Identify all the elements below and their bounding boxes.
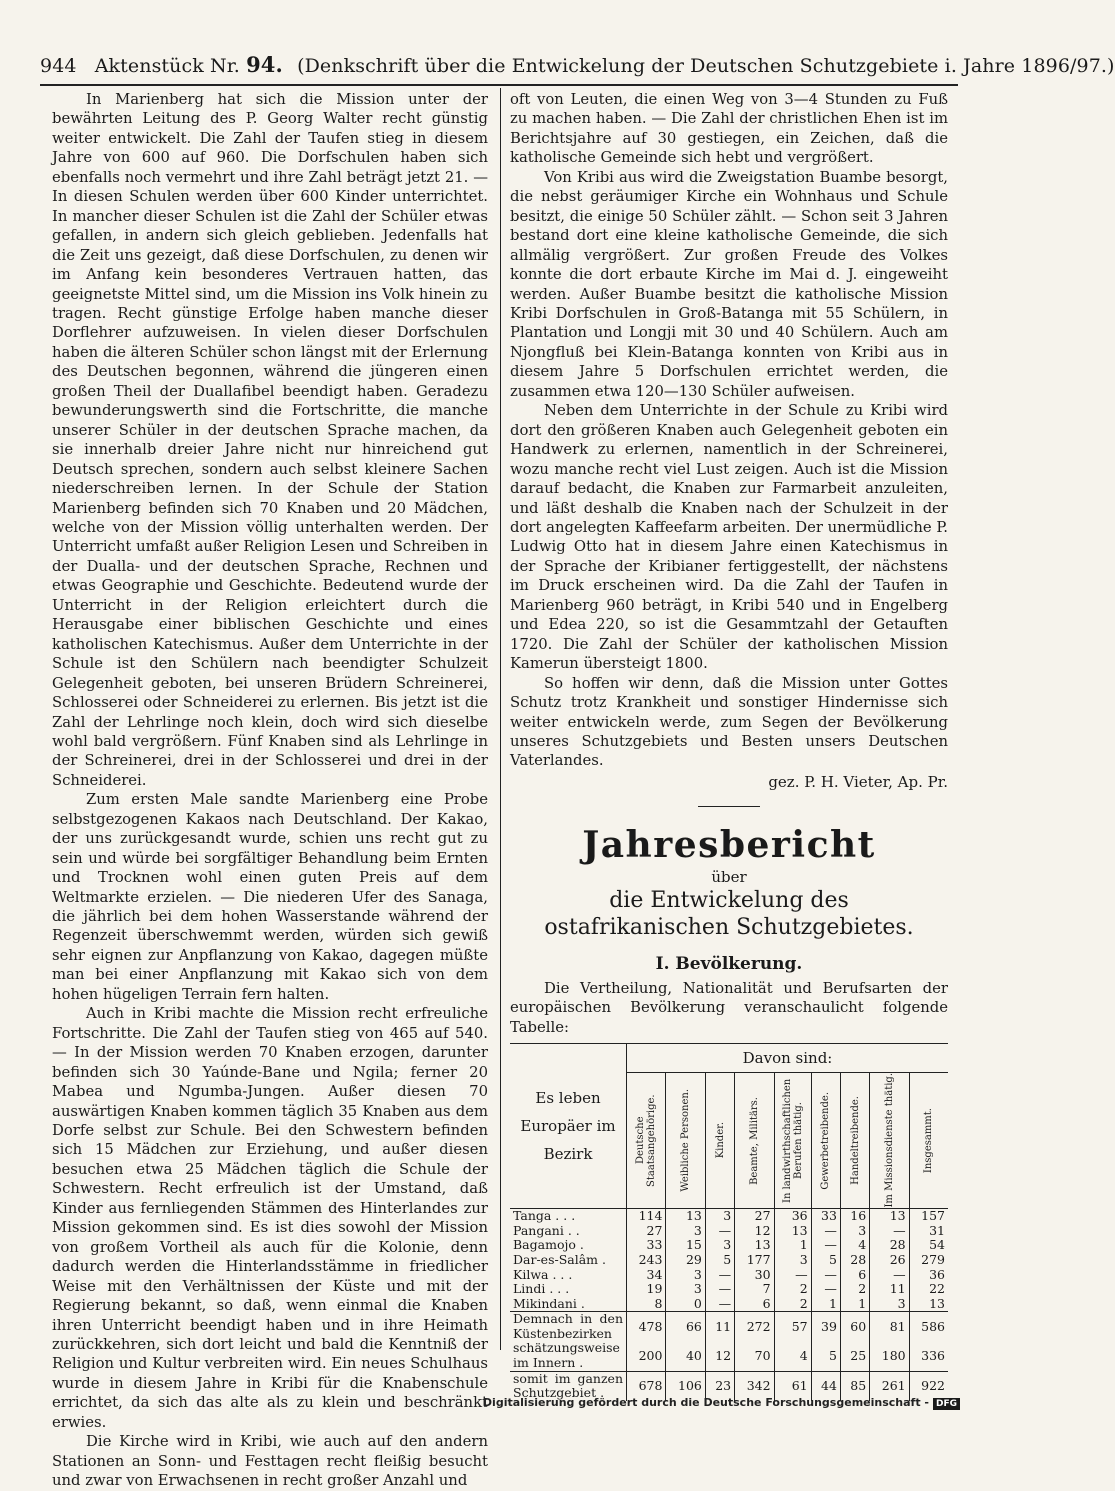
- table-cell: 3: [705, 1209, 734, 1224]
- paragraph-closing: So hoffen wir denn, daß die Mission unter Gottes Schutz trotz Krankheit und sonstiger Hindernisse sich weiter entwickeln werde, zum Segen der Bevölkerung unseres Schutzgebiets und Besten unsers Deutschen Vaterlandes.: [510, 674, 948, 770]
- table-cell: —: [811, 1238, 840, 1253]
- table-column-label: Kinder.: [714, 1122, 726, 1159]
- table-row-header: [510, 1044, 627, 1209]
- table-cell: 30: [735, 1268, 774, 1283]
- signature: gez. P. H. Vieter, Ap. Pr.: [768, 772, 948, 791]
- table-cell: 1: [840, 1297, 869, 1312]
- table-cell: 34: [627, 1268, 666, 1283]
- table-row: [510, 1268, 948, 1283]
- population-table: [510, 1043, 948, 1401]
- table-cell: 336: [909, 1341, 948, 1371]
- summary-row-label: schätzungsweise im Innern .: [513, 1340, 620, 1371]
- column-divider: [500, 88, 501, 1350]
- footer-text: Digitalisierung gefördert durch die Deutsche Forschungsgemeinschaft -: [482, 1396, 929, 1409]
- table-cell: 279: [909, 1253, 948, 1268]
- table-column-header: [735, 1073, 774, 1209]
- document-reference: [94, 52, 283, 77]
- table-column-header: [666, 1073, 705, 1209]
- table-cell: 1: [811, 1297, 840, 1312]
- table-row-header-text: Es leben Europäer im Bezirk: [520, 1089, 616, 1164]
- table-cell: 4: [840, 1238, 869, 1253]
- page-number: 944: [40, 55, 77, 77]
- district-name: Kilwa . . .: [513, 1266, 573, 1282]
- section-heading: I. Bevölkerung.: [655, 954, 803, 975]
- district-name: Lindi . . .: [513, 1281, 570, 1297]
- table-cell: 4: [774, 1341, 811, 1371]
- table-cell: 3: [705, 1238, 734, 1253]
- table-cell: 11: [870, 1282, 909, 1297]
- left-column: [52, 90, 488, 1491]
- paragraph-kakao: Zum ersten Male sandte Marienberg eine Probe selbstgezogenen Kakaos nach Deutschland. Der Kakao, der uns zurückgesandt wurde, schien uns recht gut zu sein und würde bei sorgfältiger Behandlung beim Ernten und Trocknen wohl einen guten Preis auf dem Weltmarkte erzielen. — Die niederen Ufer des Sanaga, die jährlich bei dem hohen Wasserstande während der Regenzeit überschwemmt werden, würden sich gewiß sehr eignen zur Anpflanzung von Kakao, dagegen müßte man bei einer Anpflanzung mit Kakao sich von dem hohen hügeligen Terrain fern halten.: [52, 791, 488, 1003]
- district-name: Pangani . .: [513, 1222, 580, 1238]
- table-column-header: [909, 1073, 948, 1209]
- table-cell: —: [811, 1282, 840, 1297]
- table-cell: 200: [627, 1341, 666, 1371]
- table-cell: —: [811, 1224, 840, 1239]
- report-ueber: über: [711, 868, 747, 887]
- table-cell: 1: [774, 1238, 811, 1253]
- table-cell: 57: [774, 1312, 811, 1342]
- table-cell: 13: [735, 1238, 774, 1253]
- table-cell: 70: [735, 1341, 774, 1371]
- table-column-label: Handeltreibende.: [849, 1096, 861, 1186]
- summary-row-label: Demnach in den Küstenbezirken: [510, 1312, 627, 1342]
- paragraph-continuation: oft von Leuten, die einen Weg von 3—4 Stunden zu Fuß zu machen haben. — Die Zahl der christlichen Ehen ist im Berichtsjahre auf 30 gestiegen, ein Zeichen, daß die katholische Gemeinde sich hebt und vergrößert.: [510, 91, 948, 167]
- paragraph-kirche: Die Kirche wird in Kribi, wie auch auf den andern Stationen an Sonn- und Festtagen recht fleißig besucht und zwar von Erwachsenen in recht großer Anzahl und: [52, 1433, 488, 1490]
- table-row: [510, 1238, 948, 1253]
- table-cell: 5: [811, 1253, 840, 1268]
- table-cell: 33: [627, 1238, 666, 1253]
- district-name: Bagamojo .: [513, 1237, 584, 1253]
- table-cell: 2: [840, 1282, 869, 1297]
- right-column: [510, 90, 948, 1401]
- table-cell: 28: [840, 1253, 869, 1268]
- table-cell: 114: [627, 1209, 666, 1224]
- table-column-label: Im Missionsdienste thätig.: [883, 1073, 895, 1208]
- table-cell: 23: [705, 1371, 734, 1401]
- table-column-header: [627, 1073, 666, 1209]
- table-cell: 25: [840, 1341, 869, 1371]
- table-cell: 11: [705, 1312, 734, 1342]
- table-cell: 0: [666, 1297, 705, 1312]
- table-cell: 261: [870, 1371, 909, 1401]
- table-cell: 36: [909, 1268, 948, 1283]
- table-cell: 60: [840, 1312, 869, 1342]
- table-cell: 13: [870, 1209, 909, 1224]
- table-cell: 2: [774, 1282, 811, 1297]
- paragraph-marienberg: In Marienberg hat sich die Mission unter der bewährten Leitung des P. Georg Walter recht günstig weiter entwickelt. Die Zahl der Taufen stieg in diesem Jahre von 600 auf 960. Die Dorfschulen haben sich ebenfalls noch vermehrt und ihre Zahl beträgt jetzt 21. — In diesen Schulen werden über 600 Kinder unterrichtet. In mancher dieser Schulen ist die Zahl der Schüler etwas gefallen, in andern sich gleich geblieben. Jedenfalls hat die Zeit uns gezeigt, daß diese Dorfschulen, zu denen wir im Anfang kein besonderes Vertrauen hatten, das geeignetste Mittel sind, um die Mission ins Volk hinein zu tragen. Recht günstige Erfolge haben manche dieser Dorflehrer aufzuweisen. In vielen dieser Dorfschulen haben die älteren Schüler schon längst mit der Erlernung des Deutschen begonnen, während die jüngeren einen großen Theil der Duallafibel beendigt haben. Geradezu bewunderungswerth sind die Fortschritte, die manche unserer Schüler in der deutschen Sprache machen, da sie innerhalb dreier Jahre nicht nur hinreichend gut Deutsch sprechen, sondern auch selbst kleinere Sachen niederschreiben lernen. In der Schule der Station Marienberg befinden sich 70 Knaben und 20 Mädchen, welche von der Mission völlig unterhalten werden. Der Unterricht umfaßt außer Religion Lesen und Schreiben in der Dualla- und der deutschen Sprache, Rechnen und etwas Geographie und Geschichte. Bedeutend wurde der Unterricht in der Religion erleichtert durch die Herausgabe einer biblischen Geschichte und eines katholischen Katechismus. Außer dem Unterrichte in der Schule ist den Schülern nach beendigter Schulzeit Gelegenheit geboten, bei unseren Brüdern Schreinerei, Schlosserei oder Schneiderei zu erlernen. Bis jetzt ist die Zahl der Lehrlinge noch klein, doch wird sich dieselbe wohl bald vergrößern. Fünf Knaben sind als Lehrlinge in der Schreinerei, drei in der Schlosserei und drei in der Schneiderei.: [52, 91, 488, 789]
- section-intro: Die Vertheilung, Nationalität und Berufsarten der europäischen Bevölkerung veranschaulicht folgende Tabelle:: [510, 979, 948, 1036]
- table-column-header: [870, 1073, 909, 1209]
- table-cell: 31: [909, 1224, 948, 1239]
- table-column-header: [774, 1073, 811, 1209]
- header-rule: [40, 84, 958, 86]
- table-cell: 2: [774, 1297, 811, 1312]
- table-cell: 15: [666, 1238, 705, 1253]
- table-cell: 44: [811, 1371, 840, 1401]
- table-cell: 66: [666, 1312, 705, 1342]
- table-cell: 157: [909, 1209, 948, 1224]
- table-column-header: [840, 1073, 869, 1209]
- footer: [483, 1396, 960, 1410]
- table-cell: 36: [774, 1209, 811, 1224]
- table-cell: 3: [666, 1224, 705, 1239]
- report-subtitle: die Entwickelung des ostafrikanischen Schutzgebietes.: [544, 888, 914, 941]
- table-cell: 27: [735, 1209, 774, 1224]
- table-cell: 3: [840, 1224, 869, 1239]
- paragraph-kribi: Auch in Kribi machte die Mission recht erfreuliche Fortschritte. Die Zahl der Taufen stieg von 465 auf 540. — In der Mission werden 70 Knaben erzogen, darunter befinden sich 30 Yaúnde-Bane und Ngila; ferner 20 Mabea und Ngumba-Jungen. Außer diesen 70 auswärtigen Knaben kommen täglich 35 Knaben aus dem Dorfe selbst zur Schule. Bei den Schwestern befinden sich 15 Mädchen zur Erziehung, und außer diesen besuchen etwa 25 Mädchen täglich die Schule der Schwestern. Recht erfreulich ist der Umstand, daß Kinder aus fernliegenden Stämmen des Hinterlandes zur Mission gekommen sind. Es ist dies sowohl der Mission von großem Vortheil als auch für die Kolonie, denn dadurch werden die Hinterlandsstämme in friedlicher Weise mit den Verhältnissen der Küste und mit der Regierung bekannt, so daß, wenn einmal die Knaben ihren Unterricht beendigt haben und in ihre Heimath zurückkehren, sich dort leicht und bald die Kenntniß der Religion und Kultur verbreiten wird. Ein neues Schulhaus wurde in diesem Jahre in Kribi für die Knabenschule errichtet, da sich das alte als zu klein und beschränkt erwies.: [52, 1005, 488, 1431]
- table-cell: 29: [666, 1253, 705, 1268]
- document-number: 94.: [246, 52, 283, 77]
- table-column-label: In landwirthschaftlichen Berufen thätig.: [781, 1078, 804, 1203]
- table-cell: 7: [735, 1282, 774, 1297]
- table-cell: —: [705, 1282, 734, 1297]
- table-cell: 3: [666, 1268, 705, 1283]
- table-cell: 8: [627, 1297, 666, 1312]
- table-cell: 54: [909, 1238, 948, 1253]
- table-row: [510, 1224, 948, 1239]
- table-row: [510, 1253, 948, 1268]
- table-cell: —: [705, 1224, 734, 1239]
- table-cell: —: [705, 1268, 734, 1283]
- district-name: Tanga . . .: [513, 1208, 576, 1224]
- table-cell: 19: [627, 1282, 666, 1297]
- table-cell: 5: [811, 1341, 840, 1371]
- table-cell: 678: [627, 1371, 666, 1401]
- table-cell: 3: [870, 1297, 909, 1312]
- table-cell: 478: [627, 1312, 666, 1342]
- table-cell: 3: [774, 1253, 811, 1268]
- table-cell: 61: [774, 1371, 811, 1401]
- table-column-label: Beamte, Militärs.: [748, 1096, 760, 1185]
- total-row-label: somit im ganzen Schutzgebiet .: [510, 1371, 627, 1401]
- table-cell: 177: [735, 1253, 774, 1268]
- table-column-label: Weibliche Personen.: [680, 1089, 692, 1192]
- table-cell: —: [870, 1268, 909, 1283]
- table-cell: 106: [666, 1371, 705, 1401]
- table-cell: 243: [627, 1253, 666, 1268]
- summary-row-interior: [510, 1341, 948, 1371]
- table-cell: 13: [666, 1209, 705, 1224]
- district-name: Dar-es-Salâm .: [513, 1251, 606, 1267]
- table-cell: 12: [735, 1224, 774, 1239]
- report-title: Jahresbericht: [582, 824, 876, 867]
- table-cell: 6: [840, 1268, 869, 1283]
- table-row: [510, 1282, 948, 1297]
- table-cell: 180: [870, 1341, 909, 1371]
- table-cell: 81: [870, 1312, 909, 1342]
- district-name: Mikindani .: [513, 1295, 585, 1311]
- table-cell: —: [870, 1224, 909, 1239]
- table-cell: 272: [735, 1312, 774, 1342]
- page-header: [40, 52, 1115, 82]
- table-column-header: [811, 1073, 840, 1209]
- district-rows: [510, 1209, 948, 1401]
- summary-row-coast: [510, 1312, 948, 1342]
- table-cell: 16: [840, 1209, 869, 1224]
- table-cell: 22: [909, 1282, 948, 1297]
- table-row: [510, 1209, 948, 1224]
- table-cell: 12: [705, 1341, 734, 1371]
- paragraph-buambe: Von Kribi aus wird die Zweigstation Buambe besorgt, die nebst geräumiger Kirche ein Wohnhaus und Schule besitzt, die einige 50 Schüler zählt. — Schon seit 3 Jahren bestand dort eine kleine katholische Gemeinde, die sich allmälig vergrößert. Zur großen Freude des Volkes konnte die dort erbaute Kirche im Mai d. J. eingeweiht werden. Außer Buambe besitzt die katholische Mission Kribi Dorfschulen in Groß-Batanga mit 55 Schülern, in Plantation und Longji mit 30 und 40 Schülern. Auch am Njongfluß bei Klein-Batanga konnten von Kribi aus in diesem Jahre 5 Dorfschulen errichtet werden, die zusammen etwa 120—130 Schüler aufweisen.: [510, 168, 948, 400]
- document-title: (Denkschrift über die Entwickelung der Deutschen Schutzgebiete i. Jahre 1896/97.): [297, 55, 1115, 77]
- table-davon-header: Davon sind:: [627, 1044, 949, 1073]
- table-cell: 28: [870, 1238, 909, 1253]
- dfg-logo: DFG: [933, 1398, 960, 1410]
- table-column-header: [705, 1073, 734, 1209]
- table-cell: 922: [909, 1371, 948, 1401]
- table-cell: 13: [774, 1224, 811, 1239]
- table-cell: 85: [840, 1371, 869, 1401]
- document-prefix: Aktenstück Nr.: [94, 55, 240, 77]
- table-cell: 26: [870, 1253, 909, 1268]
- table-column-label: Gewerbetreibende.: [820, 1091, 832, 1190]
- table-cell: 342: [735, 1371, 774, 1401]
- table-cell: 6: [735, 1297, 774, 1312]
- table-cell: 39: [811, 1312, 840, 1342]
- table-cell: 586: [909, 1312, 948, 1342]
- table-column-label: Insgesammt.: [923, 1108, 935, 1174]
- table-cell: 5: [705, 1253, 734, 1268]
- table-cell: 3: [666, 1282, 705, 1297]
- paragraph-handwerk: Neben dem Unterrichte in der Schule zu Kribi wird dort den größeren Knaben auch Gelegenheit geboten ein Handwerk zu erlernen, namentlich in der Schreinerei, wozu manche recht viel Lust zeigen. Auch ist die Mission darauf bedacht, die Knaben zur Farmarbeit anzuleiten, und läßt deshalb die Knaben nach der Schulzeit in der dort angelegten Kaffeefarm arbeiten. Der unermüdliche P. Ludwig Otto hat in diesem Jahre einen Katechismus in der Sprache der Kribianer fertiggestellt, der nächstens im Druck erscheinen wird. Da die Zahl der Taufen in Marienberg 960 beträgt, in Kribi 540 und in Engelberg und Edea 220, so ist die Gesammtzahl der Getauften 1720. Die Zahl der Schüler der katholischen Mission Kamerun übersteigt 1800.: [510, 402, 948, 673]
- table-row: [510, 1297, 948, 1312]
- table-cell: —: [705, 1297, 734, 1312]
- section-divider: [698, 806, 760, 807]
- table-cell: 33: [811, 1209, 840, 1224]
- table-cell: 13: [909, 1297, 948, 1312]
- table-column-label: Deutsche Staatsangehörige.: [635, 1094, 658, 1187]
- table-cell: —: [774, 1268, 811, 1283]
- table-cell: 40: [666, 1341, 705, 1371]
- table-cell: —: [811, 1268, 840, 1283]
- table-cell: 27: [627, 1224, 666, 1239]
